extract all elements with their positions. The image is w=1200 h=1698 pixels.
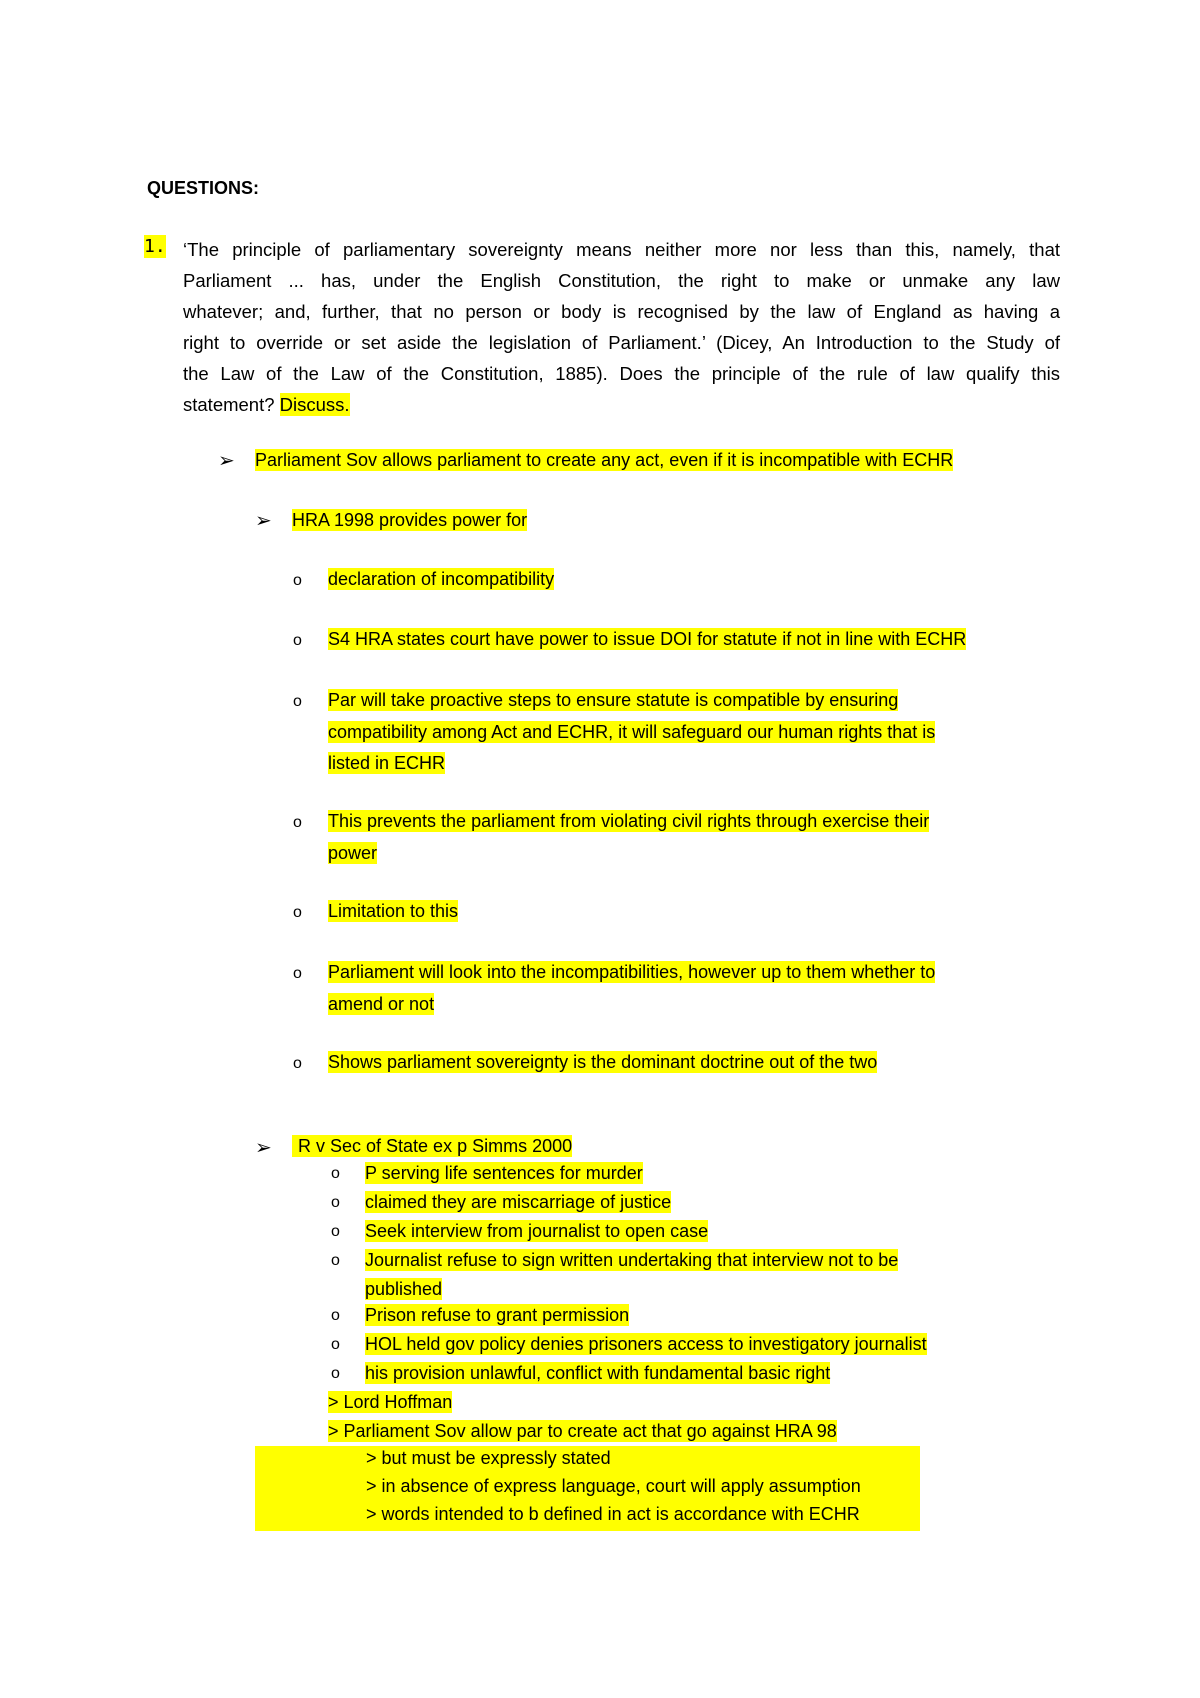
note-text: > Parliament Sov allow par to create act that go against HRA 98 bbox=[328, 1421, 837, 1441]
circle-bullet-icon: o bbox=[331, 1307, 340, 1324]
list-item-text: Par will take proactive steps to ensure statute is compatible by ensuring bbox=[328, 690, 899, 710]
section1-main-text: Parliament Sov allows parliament to create any act, even if it is incompatible with ECHR bbox=[255, 450, 954, 470]
list-item-text: compatibility among Act and ECHR, it will safeguard our human rights that is bbox=[328, 722, 936, 742]
list-item bbox=[365, 1334, 927, 1355]
question-line: Parliament ... has, under the English Constitution, the right to make or unmake any law bbox=[183, 270, 1060, 291]
circle-bullet-icon: o bbox=[331, 1223, 340, 1240]
question-line: ‘The principle of parliamentary sovereignty means neither more nor less than this, namely, that bbox=[183, 239, 1060, 260]
list-item-continuation bbox=[365, 1279, 442, 1300]
question-text bbox=[183, 234, 1060, 420]
circle-bullet-icon: o bbox=[293, 965, 302, 982]
question-number-label: 1. bbox=[144, 236, 166, 257]
circle-bullet-icon: o bbox=[331, 1252, 340, 1269]
section1-sub-heading bbox=[292, 510, 527, 531]
list-item bbox=[328, 962, 935, 983]
discuss-highlight: Discuss. bbox=[279, 394, 350, 415]
case-heading-text: R v Sec of State ex p Simms 2000 bbox=[292, 1135, 572, 1157]
arrow-bullet-icon: ➢ bbox=[218, 450, 235, 472]
circle-bullet-icon: o bbox=[293, 1055, 302, 1072]
list-item-text: published bbox=[365, 1279, 443, 1299]
subnote-item bbox=[366, 1448, 611, 1469]
question-line: whatever; and, further, that no person or body is recognised by the law of England as having a bbox=[183, 301, 1060, 322]
circle-bullet-icon: o bbox=[331, 1336, 340, 1353]
note-item bbox=[328, 1392, 452, 1413]
subnote-item bbox=[366, 1476, 861, 1497]
list-item-text: P serving life sentences for murder bbox=[365, 1163, 643, 1183]
list-item-text: his provision unlawful, conflict with fundamental basic right bbox=[365, 1363, 831, 1383]
question-line: right to override or set aside the legislation of Parliament.’ (Dicey, An Introduction to the Study of bbox=[183, 332, 1060, 353]
list-item-text: This prevents the parliament from violating civil rights through exercise their bbox=[328, 811, 930, 831]
case-heading bbox=[292, 1136, 572, 1157]
circle-bullet-icon: o bbox=[293, 904, 302, 921]
list-item bbox=[365, 1363, 830, 1384]
section1-main-point bbox=[255, 450, 953, 471]
list-item-text: declaration of incompatibility bbox=[328, 569, 555, 589]
subnote-text: > but must be expressly stated bbox=[366, 1448, 611, 1468]
list-item bbox=[365, 1221, 708, 1242]
subnote-item bbox=[366, 1504, 860, 1525]
list-item bbox=[365, 1305, 629, 1326]
question-line: the Law of the Law of the Constitution, 1885). Does the principle of the rule of law qualify this bbox=[183, 363, 1060, 384]
note-text: > Lord Hoffman bbox=[328, 1392, 453, 1412]
list-item-text: S4 HRA states court have power to issue DOI for statute if not in line with ECHR bbox=[328, 629, 967, 649]
list-item-text: Shows parliament sovereignty is the dominant doctrine out of the two bbox=[328, 1052, 878, 1072]
list-item-text: Parliament will look into the incompatibilities, however up to them whether to bbox=[328, 962, 936, 982]
list-item bbox=[328, 811, 929, 832]
note-item bbox=[328, 1421, 837, 1442]
list-item-continuation bbox=[328, 722, 935, 743]
circle-bullet-icon: o bbox=[293, 814, 302, 831]
list-item bbox=[365, 1192, 671, 1213]
question-number bbox=[144, 236, 166, 257]
list-item bbox=[365, 1250, 898, 1271]
question-last-line-text: statement? bbox=[183, 394, 275, 415]
list-item bbox=[328, 569, 554, 590]
subnote-text: > in absence of express language, court will apply assumption bbox=[366, 1476, 861, 1496]
list-item bbox=[328, 629, 966, 650]
circle-bullet-icon: o bbox=[293, 572, 302, 589]
questions-heading: QUESTIONS: bbox=[147, 178, 260, 198]
list-item-text: power bbox=[328, 843, 378, 863]
list-item bbox=[328, 690, 898, 711]
list-item-continuation bbox=[328, 843, 377, 864]
list-item-text: Prison refuse to grant permission bbox=[365, 1305, 630, 1325]
list-item-text: claimed they are miscarriage of justice bbox=[365, 1192, 672, 1212]
question-line bbox=[183, 389, 1060, 420]
list-item bbox=[365, 1163, 643, 1184]
section1-sub-heading-text: HRA 1998 provides power for bbox=[292, 510, 528, 530]
circle-bullet-icon: o bbox=[293, 632, 302, 649]
circle-bullet-icon: o bbox=[293, 693, 302, 710]
circle-bullet-icon: o bbox=[331, 1365, 340, 1382]
list-item-continuation bbox=[328, 994, 434, 1015]
list-item bbox=[328, 901, 458, 922]
list-item-text: listed in ECHR bbox=[328, 753, 446, 773]
list-item-text: amend or not bbox=[328, 994, 435, 1014]
list-item-text: HOL held gov policy denies prisoners access to investigatory journalist bbox=[365, 1334, 927, 1354]
circle-bullet-icon: o bbox=[331, 1165, 340, 1182]
subnote-text: > words intended to b defined in act is accordance with ECHR bbox=[366, 1504, 860, 1524]
list-item-text: Journalist refuse to sign written undertaking that interview not to be bbox=[365, 1250, 899, 1270]
list-item-text: Limitation to this bbox=[328, 901, 459, 921]
arrow-bullet-icon: ➢ bbox=[255, 510, 272, 532]
list-item-text: Seek interview from journalist to open case bbox=[365, 1221, 709, 1241]
list-item-continuation bbox=[328, 753, 445, 774]
list-item bbox=[328, 1052, 877, 1073]
circle-bullet-icon: o bbox=[331, 1194, 340, 1211]
arrow-bullet-icon: ➢ bbox=[255, 1137, 272, 1159]
